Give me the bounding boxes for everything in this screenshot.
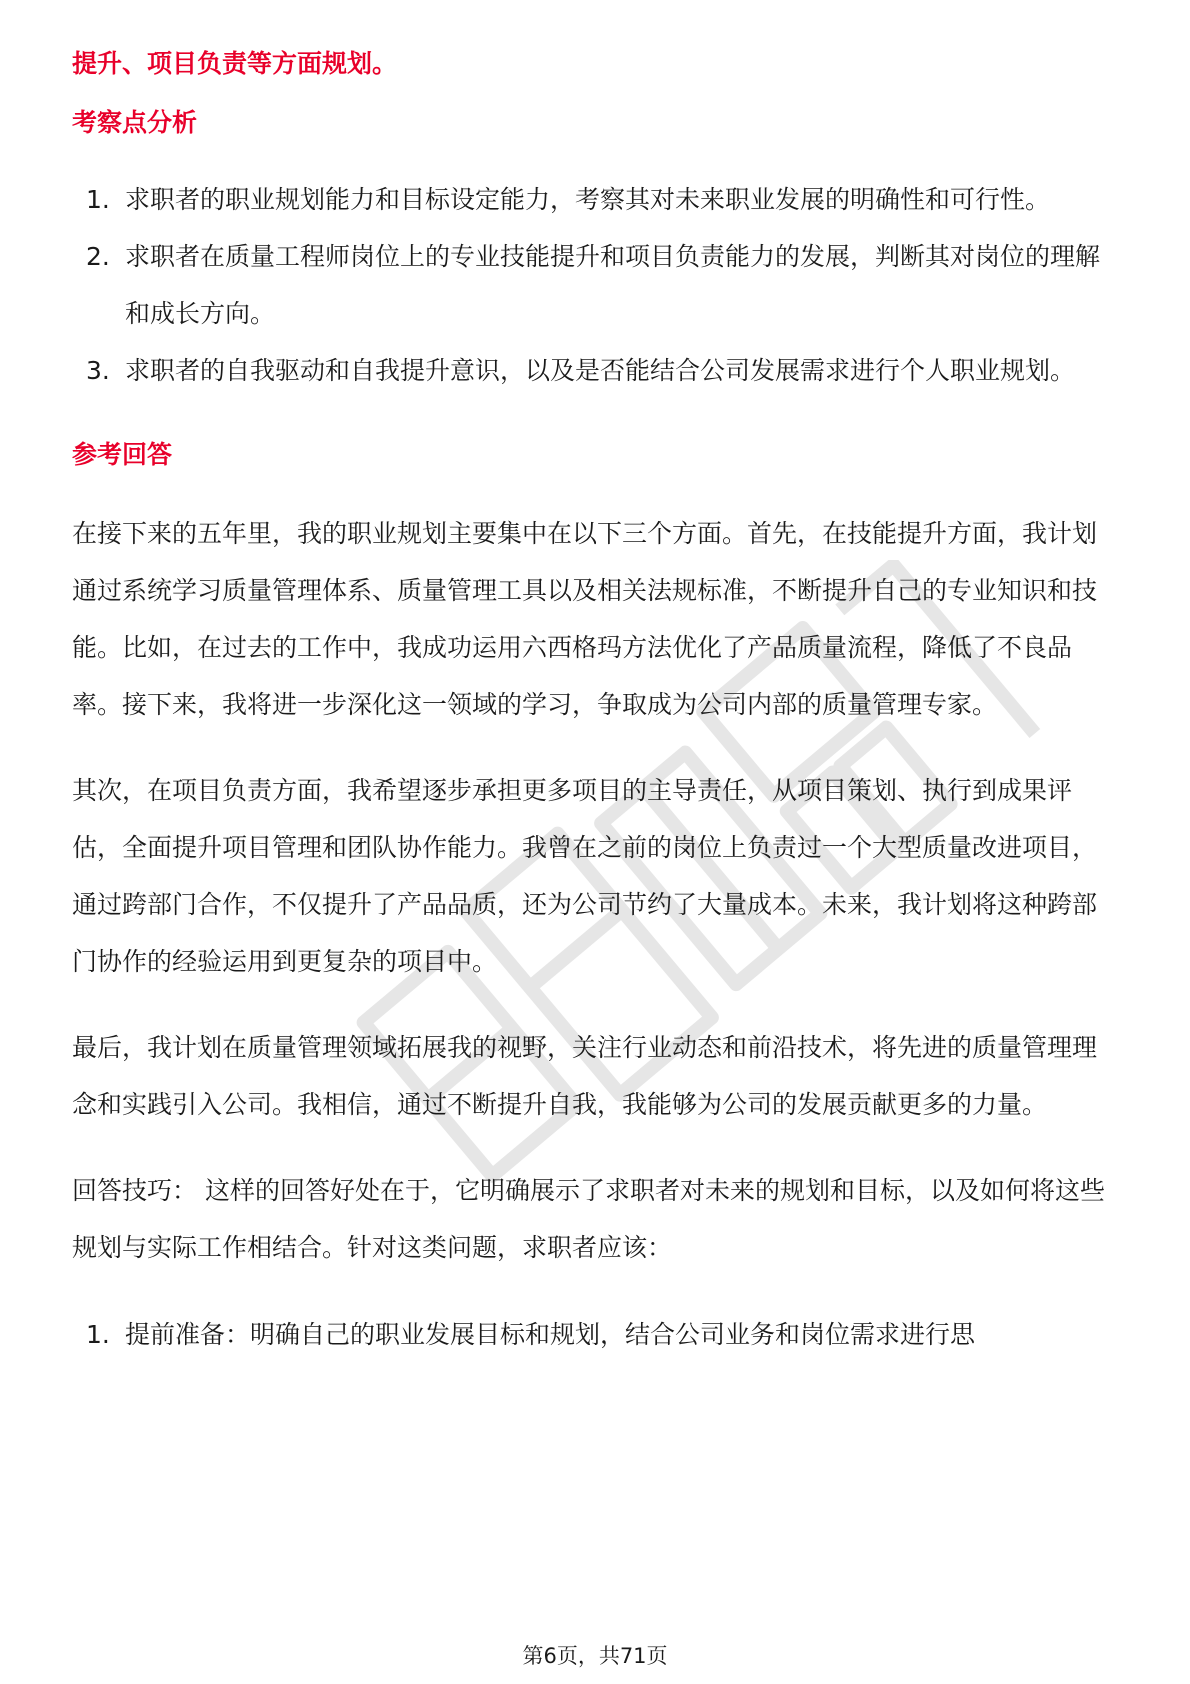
list-number: 1. bbox=[86, 1320, 110, 1349]
list-item-text: 求职者的自我驱动和自我提升意识，以及是否能结合公司发展需求进行个人职业规划。 bbox=[125, 356, 1076, 385]
list-item bbox=[72, 342, 1120, 399]
list-number: 2. bbox=[86, 242, 110, 271]
analysis-list bbox=[72, 171, 1120, 399]
list-item-text: 求职者的职业规划能力和目标设定能力，考察其对未来职业发展的明确性和可行性。 bbox=[125, 185, 1051, 214]
answer-tips-paragraph: 回答技巧： 这样的回答好处在于，它明确展示了求职者对未来的规划和目标，以及如何将这些规划与实际工作相结合。针对这类问题，求职者应该： bbox=[72, 1176, 1105, 1262]
answer-paragraph-2: 其次，在项目负责方面，我希望逐步承担更多项目的主导责任，从项目策划、执行到成果评估，全面提升项目管理和团队协作能力。我曾在之前的岗位上负责过一个大型质量改进项目，通过跨部门合作，不仅提升了产品品质，还为公司节约了大量成本。未来，我计划将这种跨部门协作的经验运用到更复杂的项目中。 bbox=[72, 776, 1098, 976]
list-item bbox=[72, 171, 1120, 228]
list-item-text: 求职者在质量工程师岗位上的专业技能提升和项目负责能力的发展，判断其对岗位的理解和成长方向。 bbox=[125, 242, 1101, 328]
answer-heading: 参考回答 bbox=[72, 440, 173, 469]
intro-line: 提升、项目负责等方面规划。 bbox=[72, 49, 398, 78]
list-item bbox=[72, 228, 1120, 342]
list-number: 3. bbox=[86, 356, 110, 385]
answer-paragraph-1: 在接下来的五年里，我的职业规划主要集中在以下三个方面。首先，在技能提升方面，我计划通过系统学习质量管理体系、质量管理工具以及相关法规标准，不断提升自己的专业知识和技能。比如，在过去的工作中，我成功运用六西格玛方法优化了产品质量流程，降低了不良品率。接下来，我将进一步深化这一领域的学习，争取成为公司内部的质量管理专家。 bbox=[72, 519, 1098, 719]
analysis-heading: 考察点分析 bbox=[72, 108, 198, 137]
tips-list bbox=[72, 1306, 1120, 1363]
answer-paragraph-3: 最后，我计划在质量管理领域拓展我的视野，关注行业动态和前沿技术，将先进的质量管理理念和实践引入公司。我相信，通过不断提升自我，我能够为公司的发展贡献更多的力量。 bbox=[72, 1033, 1098, 1119]
list-item bbox=[72, 1306, 1120, 1363]
list-item-text: 提前准备：明确自己的职业发展目标和规划，结合公司业务和岗位需求进行思 bbox=[125, 1320, 976, 1349]
list-number: 1. bbox=[86, 185, 110, 214]
main-content bbox=[72, 46, 1120, 1363]
page-footer: 第6页，共71页 bbox=[522, 1644, 668, 1668]
